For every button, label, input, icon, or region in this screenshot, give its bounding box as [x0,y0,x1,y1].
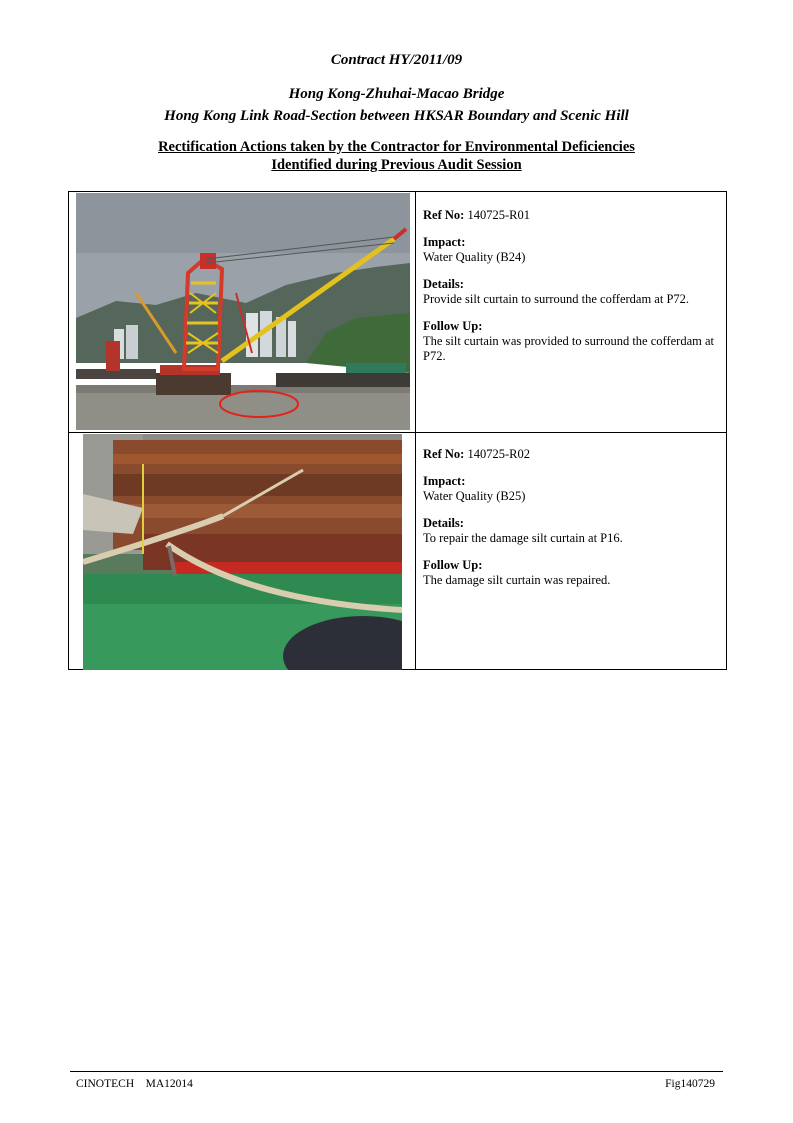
document-title [0,138,793,174]
ref-label: Ref No: [423,208,465,222]
impact-value: Water Quality (B25) [423,489,526,503]
ref-value: 140725-R02 [467,447,530,461]
impact-label: Impact: [423,235,466,249]
impact-label: Impact: [423,474,466,488]
entry-2-ref [423,447,723,462]
rectification-table [68,191,727,670]
project-title-line1: Hong Kong-Zhuhai-Macao Bridge [288,86,505,102]
document-title-line1: Rectification Actions taken by the Contractor for Environmental Deficiencies [158,139,635,155]
followup-value: The damage silt curtain was repaired. [423,573,611,587]
details-value: To repair the damage silt curtain at P16. [423,531,623,545]
entry-2-details [423,447,723,588]
entry-1-ref [423,208,723,223]
photo-repaired-silt-curtain [83,434,402,670]
impact-value: Water Quality (B24) [423,250,526,264]
column-divider [415,192,416,669]
photo-crane-barge-cofferdam [76,193,410,430]
footer-company-ref: CINOTECH MA12014 [76,1078,193,1090]
details-label: Details: [423,516,464,530]
followup-label: Follow Up: [423,558,483,572]
footer-figure-number: Fig140729 [665,1078,715,1090]
followup-value: The silt curtain was provided to surround the cofferdam at P72. [423,334,715,363]
followup-label: Follow Up: [423,319,483,333]
project-title-line2: Hong Kong Link Road-Section between HKSAR Boundary and Scenic Hill [164,108,629,124]
document-title-line2: Identified during Previous Audit Session [271,157,522,173]
contract-number: Contract HY/2011/09 [330,52,463,68]
row-divider [69,432,726,433]
ref-value: 140725-R01 [467,208,530,222]
ref-label: Ref No: [423,447,465,461]
details-label: Details: [423,277,464,291]
entry-1-details [423,208,723,364]
details-value: Provide silt curtain to surround the cofferdam at P72. [423,292,690,306]
footer-rule [70,1071,723,1072]
